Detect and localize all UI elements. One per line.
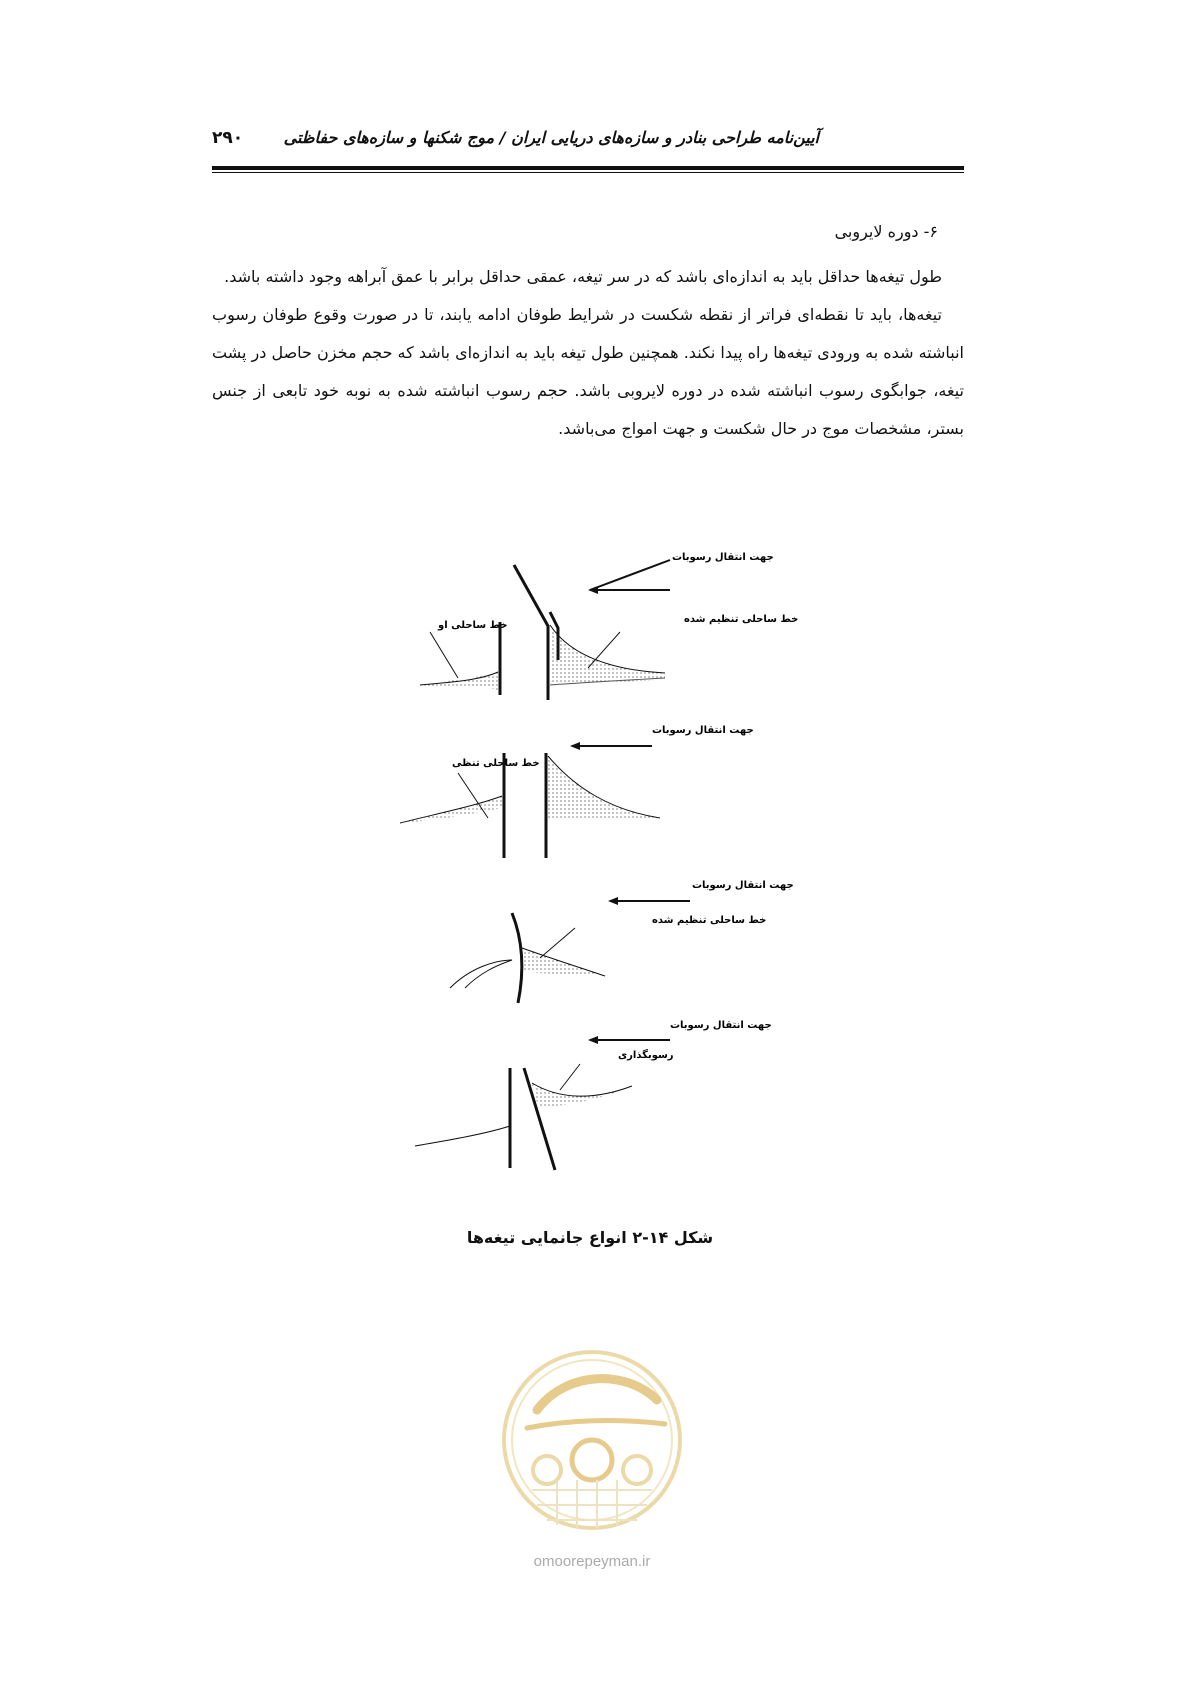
panel-2 [400,725,754,858]
figure-drawing [400,552,799,1210]
panel-4 [415,1020,772,1170]
panel-1-groin-right [514,565,548,700]
panel-4-pointer [560,1064,580,1090]
panel-4-left-shore [415,1126,510,1146]
panel-2-accretion [548,756,660,820]
panel-3-curved-groin [512,913,522,1003]
watermark-seal [497,1330,687,1560]
panel-2-transport-label: جهت انتقال رسوبات [652,725,754,736]
watermark-url: omoorepeyman.ir [533,1553,651,1570]
panel-1-left-label: خط ساحلی او [438,620,508,631]
panel-4-accretion [532,1083,632,1106]
page-number: ۲۹۰ [212,128,244,148]
panel-3-arrowhead [608,897,618,905]
panel-1-accretion [550,625,665,685]
groin-layout-figure [400,552,799,1210]
header-rule-thin [212,172,964,173]
panel-1-pointer-left [430,632,458,678]
panel-1-arrowhead [588,586,598,594]
panel-3-right-label: خط ساحلی تنظیم شده [652,915,767,926]
header-rule-thick [212,166,964,170]
running-header [212,128,964,168]
panel-4-groin-right [524,1068,555,1170]
header-title: آیین‌نامه طراحی بنادر و سازه‌های دریایی ایران / موج شکنها و سازه‌های حفاظتی [283,128,819,147]
panel-1-transport-label: جهت انتقال رسوبات [672,552,774,563]
panel-3-transport-label: جهت انتقال رسوبات [692,880,794,891]
panel-4-transport-label: جهت انتقال رسوبات [670,1020,772,1031]
panel-2-left-label: خط ساحلی تنظی [452,758,540,769]
section-heading: ۶- دوره لایروبی [834,222,938,241]
panel-4-arrowhead [588,1036,598,1044]
panel-4-right-label: رسوبگذاری [618,1050,674,1061]
panel-1-arrow [590,560,670,590]
panel-3-pointer [540,928,575,958]
panel-3-left-shore [450,960,512,988]
figure-caption: شکل ۱۴-۲ انواع جانمایی تیغه‌ها [466,1228,714,1247]
paragraph-1: طول تیغه‌ها حداقل باید به اندازه‌ای باشد که در سر تیغه، عمقی حداقل برابر با عمق آبراهه وجود داشته باشد. [224,267,942,286]
panel-1 [420,552,798,700]
paragraph-2: تیغه‌ها، باید تا نقطه‌ای فراتر از نقطه شکست در شرایط طوفان ادامه یابند، تا در صورت وقوع طوفان رسوب انباشته شده به ورودی تیغه‌ها راه پیدا نکند. همچنین طول تیغه باید به اندازه‌ای باشد که حجم مخزن حاصل در پشت تیغه، جوابگوی رسوب انباشته شده در دوره لایروبی باشد. حجم رسوب انباشته شده به نوبه خود تابعی از جنس بستر، مشخصات موج در حال شکست و جهت امواج می‌باشد. [212,305,964,438]
body-text [212,258,964,448]
panel-3 [450,880,794,1003]
panel-1-right-label: خط ساحلی تنظیم شده [684,614,799,625]
watermark-logo [497,1330,687,1560]
panel-2-arrowhead [570,742,580,750]
